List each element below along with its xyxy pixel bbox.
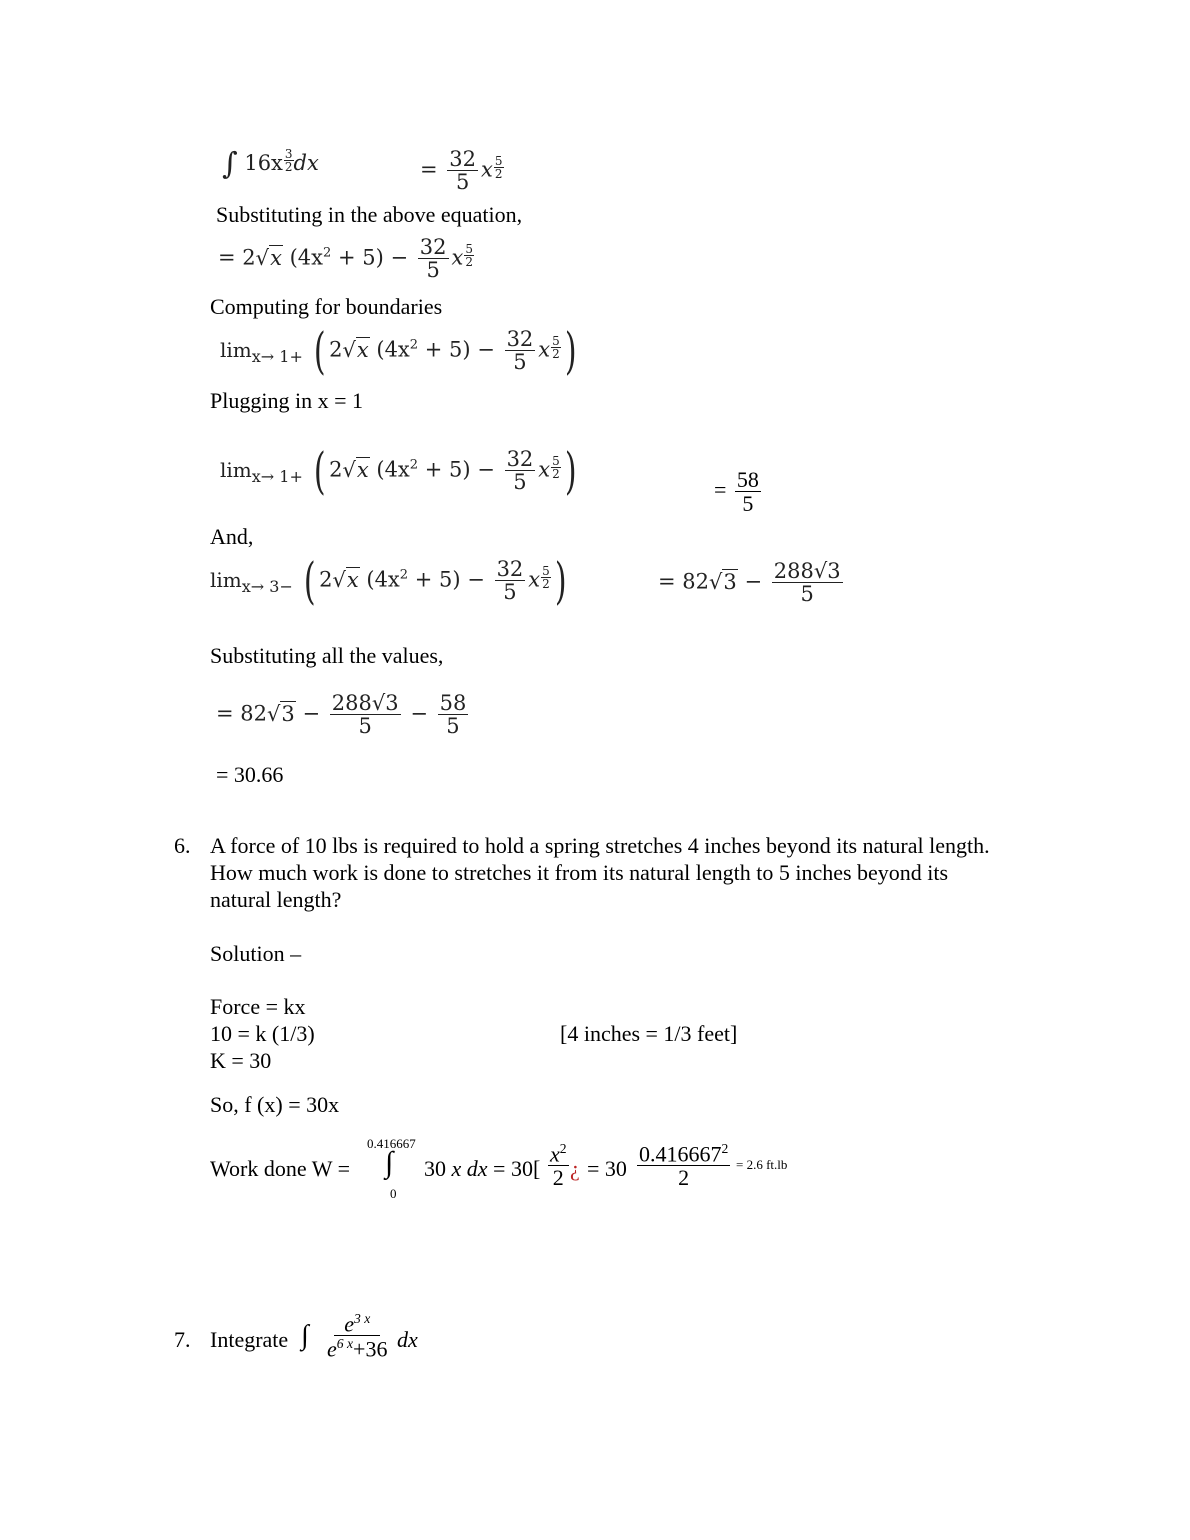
sqrt-arg: x xyxy=(270,245,282,270)
num-e: e xyxy=(344,1311,354,1337)
den-plus36: +36 xyxy=(353,1336,388,1362)
lim-label xyxy=(220,337,303,366)
q6-text-line1: A force of 10 lbs is required to hold a spring stretches 4 inches beyond its natural length. xyxy=(210,833,990,858)
term-plus5: + 5 xyxy=(424,457,463,482)
lim-label xyxy=(210,567,293,596)
q7-number: 7. xyxy=(174,1327,191,1352)
lim-label xyxy=(220,457,303,486)
frac-num: 32 xyxy=(506,446,534,471)
sqrt-arg: x xyxy=(346,567,359,592)
num-288: 288 xyxy=(331,691,372,715)
exp-2: 2 xyxy=(399,567,409,583)
sqrt-x: √x xyxy=(342,337,369,362)
lim-sub: x→ 1+ xyxy=(251,346,303,366)
exp-2: 2 xyxy=(721,1141,729,1156)
q7-fraction xyxy=(322,1312,392,1362)
frac-den: 2 xyxy=(552,1165,564,1191)
equation-integral-16x xyxy=(222,148,319,180)
q7-integral-symbol: ∫ xyxy=(301,1320,309,1351)
equals-sign: = xyxy=(216,701,234,726)
term-plus5: + 5 xyxy=(337,245,376,270)
coef-2: 2 xyxy=(329,457,343,482)
x-var: x xyxy=(550,1141,560,1167)
eq-30-bracket: = 30[ xyxy=(493,1156,541,1181)
minus-sign: − xyxy=(477,457,495,482)
exp-num: 5 xyxy=(552,453,560,468)
term-4x: 4x xyxy=(384,337,410,362)
frac-num: 288√3 xyxy=(331,691,399,715)
frac-num: 32 xyxy=(419,235,447,259)
num-3: 3 xyxy=(385,691,399,715)
exp-den: 2 xyxy=(552,346,560,361)
open-paren: ( xyxy=(313,442,326,500)
sqrt-3: √3 xyxy=(267,701,295,726)
close-paren: ) xyxy=(564,322,577,380)
exp-num: 3 xyxy=(284,147,293,161)
text-substituting-above: Substituting in the above equation, xyxy=(216,202,523,227)
frac xyxy=(548,1142,569,1191)
lim-sub: x→ 1+ xyxy=(251,466,303,486)
frac-num xyxy=(548,1142,569,1166)
term-plus5: + 5 xyxy=(414,567,453,592)
q6-k-value: K = 30 xyxy=(210,1048,272,1073)
q6-work-label: Work done W = xyxy=(210,1156,350,1181)
frac-den: 5 xyxy=(513,469,527,494)
sqrt-arg: 3 xyxy=(723,569,737,594)
text-and: And, xyxy=(210,524,254,549)
frac-num: 32 xyxy=(496,556,524,581)
q6-integrand xyxy=(424,1156,540,1182)
fraction-32-5 xyxy=(495,558,526,604)
fraction-num-2 xyxy=(634,1142,733,1191)
equation-substituted: = 2√x $(4x^2 + 5)$ − $\frac{32}{5}$ x $\frac{5}{2}$ xyxy=(218,235,473,283)
num-3: 3 xyxy=(827,559,841,583)
coef-2: 2 xyxy=(329,337,343,362)
sqrt-arg: x xyxy=(356,337,369,362)
q6-fx: So, f (x) = 30x xyxy=(210,1092,340,1117)
integrand-coef: 30 xyxy=(424,1156,446,1181)
frac-num xyxy=(637,1142,730,1166)
exp-2: 2 xyxy=(409,457,419,473)
equals-sign: = xyxy=(714,477,727,503)
fraction-32-5 xyxy=(505,328,536,374)
num-exp: 3 x xyxy=(353,1311,371,1326)
frac-num: 58 xyxy=(736,467,759,492)
den-e: e xyxy=(327,1336,337,1362)
text-computing-boundaries: Computing for boundaries xyxy=(210,294,443,319)
text-plugging-in: Plugging in x = 1 xyxy=(210,388,363,413)
close-paren: ) xyxy=(554,552,567,610)
q7-text: Integrate xyxy=(210,1327,289,1352)
equals-sign: = xyxy=(658,569,676,594)
coef-text: 16x xyxy=(244,151,283,175)
exp-fraction xyxy=(551,455,561,480)
frac xyxy=(637,1142,730,1191)
frac-den: 5 xyxy=(455,170,470,195)
close-paren: ) xyxy=(564,442,577,500)
sqrt-arg: 3 xyxy=(281,701,295,726)
q6-text-line3: natural length? xyxy=(210,887,342,912)
equation-value-58-5 xyxy=(714,468,764,516)
x-var: x xyxy=(538,337,551,362)
sqrt-x: √x xyxy=(342,457,369,482)
q6-eq-30b: = 30 xyxy=(587,1156,627,1181)
integral-symbol: ∫ xyxy=(222,146,238,182)
frac-num: 288√3 xyxy=(773,559,841,583)
sqrt-3: √3 xyxy=(709,569,737,594)
sqrt-arg: x xyxy=(356,457,369,482)
exp-2: 2 xyxy=(559,1141,567,1156)
equation-limit-1-eval: $\lim_{x\to 1+}$ ( 2√x $(4x^2 + 5)$ − $\frac{32}{5}$ x $\frac{5}{2}$ ) xyxy=(220,442,577,500)
term-plus5: + 5 xyxy=(424,337,463,362)
minus-sign: − xyxy=(390,245,409,270)
lim-text: lim xyxy=(210,567,242,592)
num-288: 288 xyxy=(773,559,814,583)
fraction-288sqrt3-5 xyxy=(772,560,843,606)
fraction-58-5 xyxy=(438,692,469,738)
minus-sign: − xyxy=(477,337,495,362)
minus-sign: − xyxy=(467,567,485,592)
open-paren: ( xyxy=(313,322,326,380)
sqrt-x: √x xyxy=(255,245,282,270)
lim-text: lim xyxy=(220,337,252,362)
exp-num: 5 xyxy=(542,563,550,578)
frac-den: 5 xyxy=(742,491,754,517)
exp-num: 5 xyxy=(552,333,560,348)
term-4x: 4x xyxy=(374,567,400,592)
coef-82: 82 xyxy=(682,569,710,594)
fraction-32-5 xyxy=(447,148,478,194)
exp-2: 2 xyxy=(409,337,419,353)
integral-lower-limit: 0 xyxy=(390,1186,397,1201)
frac-den: 5 xyxy=(513,349,527,374)
exp-den: 2 xyxy=(494,166,503,181)
frac-den: 5 xyxy=(426,258,440,283)
q6-force-equation: Force = kx xyxy=(210,994,306,1019)
x-var: x xyxy=(481,157,493,182)
equation-limit-3: $\lim_{x\to 3-}$ ( 2√x $(4x^2 + 5)$ − $\frac{32}{5}$ x $\frac{5}{2}$ ) xyxy=(210,552,567,610)
exp-fraction xyxy=(284,148,294,173)
text-result: = 30.66 xyxy=(216,762,284,787)
lim-text: lim xyxy=(220,457,252,482)
frac xyxy=(325,1312,389,1362)
term-4x: 4x xyxy=(297,245,323,270)
frac-num xyxy=(334,1312,380,1336)
den-exp: 6 x xyxy=(336,1336,354,1352)
equals-sign: = xyxy=(218,245,236,270)
equation-integral-result xyxy=(420,148,504,194)
frac-den: 5 xyxy=(503,579,517,604)
equation-limit-1: $\lim_{x\to 1+}$ ( 2√x $(4x^2 + 5)$ − $\frac{32}{5}$ x $\frac{5}{2}$ ) xyxy=(220,322,577,380)
fraction-58-5 xyxy=(735,468,761,516)
minus-sign: − xyxy=(302,701,321,726)
q6-number: 6. xyxy=(174,833,191,858)
exp-2: 2 xyxy=(323,245,332,261)
lim-sub: x→ 3− xyxy=(241,576,293,596)
fraction-288sqrt3-5 xyxy=(330,692,401,738)
q6-text-line2: How much work is done to stretches it from its natural length to 5 inches beyond its xyxy=(210,860,949,885)
exp-num: 5 xyxy=(465,241,473,256)
q6-answer: = 2.6 ft.lb xyxy=(736,1157,788,1172)
exp-fraction xyxy=(541,565,551,590)
q7-dx: dx xyxy=(397,1327,418,1352)
minus-sign: − xyxy=(744,569,763,594)
equation-final-sum xyxy=(216,692,471,738)
exp-den: 2 xyxy=(552,466,560,481)
text-substituting-all: Substituting all the values, xyxy=(210,643,444,668)
frac-den xyxy=(325,1336,389,1362)
coef-82: 82 xyxy=(240,701,268,726)
num-value: 0.416667 xyxy=(639,1141,722,1167)
x-var: x xyxy=(528,567,541,592)
inverted-question-mark: ¿ xyxy=(570,1156,580,1181)
term-4x: 4x xyxy=(384,457,410,482)
equals-sign: = xyxy=(420,157,438,182)
frac-den: 2 xyxy=(678,1165,690,1191)
minus-sign: − xyxy=(410,701,428,726)
open-paren: ( xyxy=(303,552,316,610)
exp-fraction xyxy=(464,243,474,268)
exp-num: 5 xyxy=(494,153,503,168)
exp-fraction xyxy=(494,155,504,180)
sqrt-x: √x xyxy=(332,567,359,592)
exp-den: 2 xyxy=(284,160,293,174)
fraction-32-5 xyxy=(418,236,449,282)
frac-den: 5 xyxy=(446,714,460,739)
coef-2: 2 xyxy=(242,245,256,270)
frac-num: 32 xyxy=(449,147,477,171)
frac-num: 32 xyxy=(506,326,534,351)
x-var: x xyxy=(538,457,551,482)
integral-upper-limit: 0.416667 xyxy=(367,1136,416,1151)
dx-text: dx xyxy=(293,151,319,175)
frac-den: 5 xyxy=(358,714,372,739)
integrand-xdx: x dx xyxy=(451,1156,488,1181)
fraction-x2-2 xyxy=(545,1142,572,1191)
exp-fraction xyxy=(551,335,561,360)
q6-solution-label: Solution – xyxy=(210,941,302,966)
integral-symbol: ∫ xyxy=(385,1146,394,1179)
frac-den: 5 xyxy=(800,582,814,607)
coef-2: 2 xyxy=(319,567,333,592)
exp-den: 2 xyxy=(465,254,473,269)
fraction-32-5 xyxy=(505,448,536,494)
exp-den: 2 xyxy=(542,576,550,591)
x-var: x xyxy=(451,245,464,270)
q6-k-equation: 10 = k (1/3) xyxy=(210,1021,315,1046)
q6-unit-note: [4 inches = 1/3 feet] xyxy=(560,1021,738,1046)
frac-num: 58 xyxy=(439,691,467,715)
equation-value-limit-3 xyxy=(658,560,846,606)
